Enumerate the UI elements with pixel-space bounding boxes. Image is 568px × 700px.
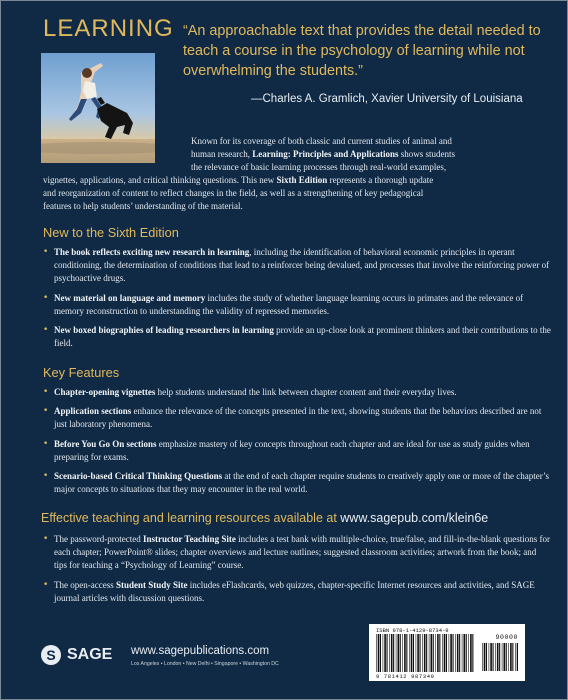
publisher-cities: Los Angeles • London • New Delhi • Singapore • Washington DC — [131, 661, 279, 667]
bullet-icon: • — [43, 325, 49, 336]
barcode-icon — [376, 634, 476, 672]
list-item: • Before You Go On sections emphasize mastery of key concepts throughout each chapter and are ideal for use as study guides when preparing for exams. — [43, 438, 530, 462]
list-item: • The open-access Student Study Site includes eFlashcards, web quizzes, chapter-specific Internet resources and activities, and SAGE journal articles with discussion questions. — [43, 579, 535, 603]
book-title-inline: Learning: Principles and Applications — [252, 149, 399, 159]
bullet-icon: • — [43, 387, 49, 397]
intro-line-6: features to help students’ understanding of the material. — [43, 201, 243, 211]
list-item: • The password-protected Instructor Teaching Site includes a test bank with multiple-choice, true/false, and fill-in-the-blank questions for each chapter; PowerPoint® slides; chapter overviews and lecture outlines; suggested classroom activities; artwork from the book; and tips for teaching a “Psychology of Learning” course. — [43, 534, 550, 571]
intro-line-1: Known for its coverage of both classic and current studies of animal and — [191, 136, 452, 146]
intro-line-5: and reorganization of content to reflect changes in the field, as well as a strengthening of key pedagogical — [43, 188, 424, 198]
edition-inline: Sixth Edition — [276, 175, 328, 185]
list-item: • The book reflects exciting new research in learning, including the identification of behavioral economic principles in operant conditioning, the determination of conditions that lead to a reinforcer being devalued, and processes that involve the reinforcing power of psychoactive drugs. — [43, 247, 550, 284]
endorsement-quote: “An approachable text that provides the detail needed to teach a course in the psychology of learning while not overwhelming the students.” — [183, 23, 541, 79]
bullet-icon: • — [43, 406, 49, 417]
resources-heading: Effective teaching and learning resources available at www.sagepub.com/klein6e — [41, 511, 489, 525]
resources-list — [43, 533, 551, 611]
price-barcode-icon — [482, 643, 518, 671]
key-features-heading: Key Features — [43, 365, 120, 380]
list-item: • Application sections enhance the relevance of the concepts presented in the text, showing students that the behaviors described are not just laboratory phenomena. — [43, 406, 542, 430]
bullet-icon: • — [43, 471, 49, 482]
intro-line-2: human research, Learning: Principles and Applications shows students — [191, 149, 456, 159]
isbn-barcode — [369, 624, 525, 681]
new-edition-list — [43, 246, 551, 356]
new-edition-heading: New to the Sixth Edition — [43, 225, 179, 240]
bullet-icon: • — [43, 579, 49, 590]
list-item: • Chapter-opening vignettes help students understand the link between chapter content and their everyday lives. — [43, 386, 551, 399]
bullet-icon: • — [43, 292, 49, 303]
publisher-url: www.sagepublications.com — [131, 645, 270, 657]
bullet-icon: • — [43, 534, 49, 544]
quote-attribution: —Charles A. Gramlich, Xavier University of Louisiana — [251, 93, 523, 105]
isbn-text: ISBN 978-1-4129-8734-9 — [376, 627, 449, 634]
cover-photo — [41, 53, 155, 163]
list-item: • Scenario-based Critical Thinking Questions at the end of each chapter require students to creatively apply one or more of the chapter’s major concepts to situations that they may encounter in the real world. — [43, 471, 550, 495]
list-item: • New material on language and memory includes the study of whether language learning occurs in primates and the relevance of memory reconstruction to understanding the validity of repressed memories. — [43, 292, 524, 316]
bullet-icon: • — [43, 247, 49, 257]
barcode-digits: 9 781412 987349 — [376, 673, 435, 680]
price-code: 90000 — [495, 634, 518, 641]
cover-title: LEARNING — [43, 15, 174, 42]
intro-line-4: vignettes, applications, and critical thinking questions. This new Sixth Edition represents a thorough update — [43, 175, 434, 185]
bullet-icon: • — [43, 438, 49, 449]
sage-logo-icon: S — [41, 645, 61, 665]
resources-url: www.sagepub.com/klein6e — [340, 511, 489, 525]
sage-logo: S SAGE — [41, 645, 112, 665]
intro-line-3: the relevance of basic learning processes through real-world examples, — [191, 162, 447, 172]
key-features-list — [43, 386, 551, 502]
list-item: • New boxed biographies of leading researchers in learning provide an up-close look at prominent thinkers and their contributions to the field. — [43, 325, 551, 349]
